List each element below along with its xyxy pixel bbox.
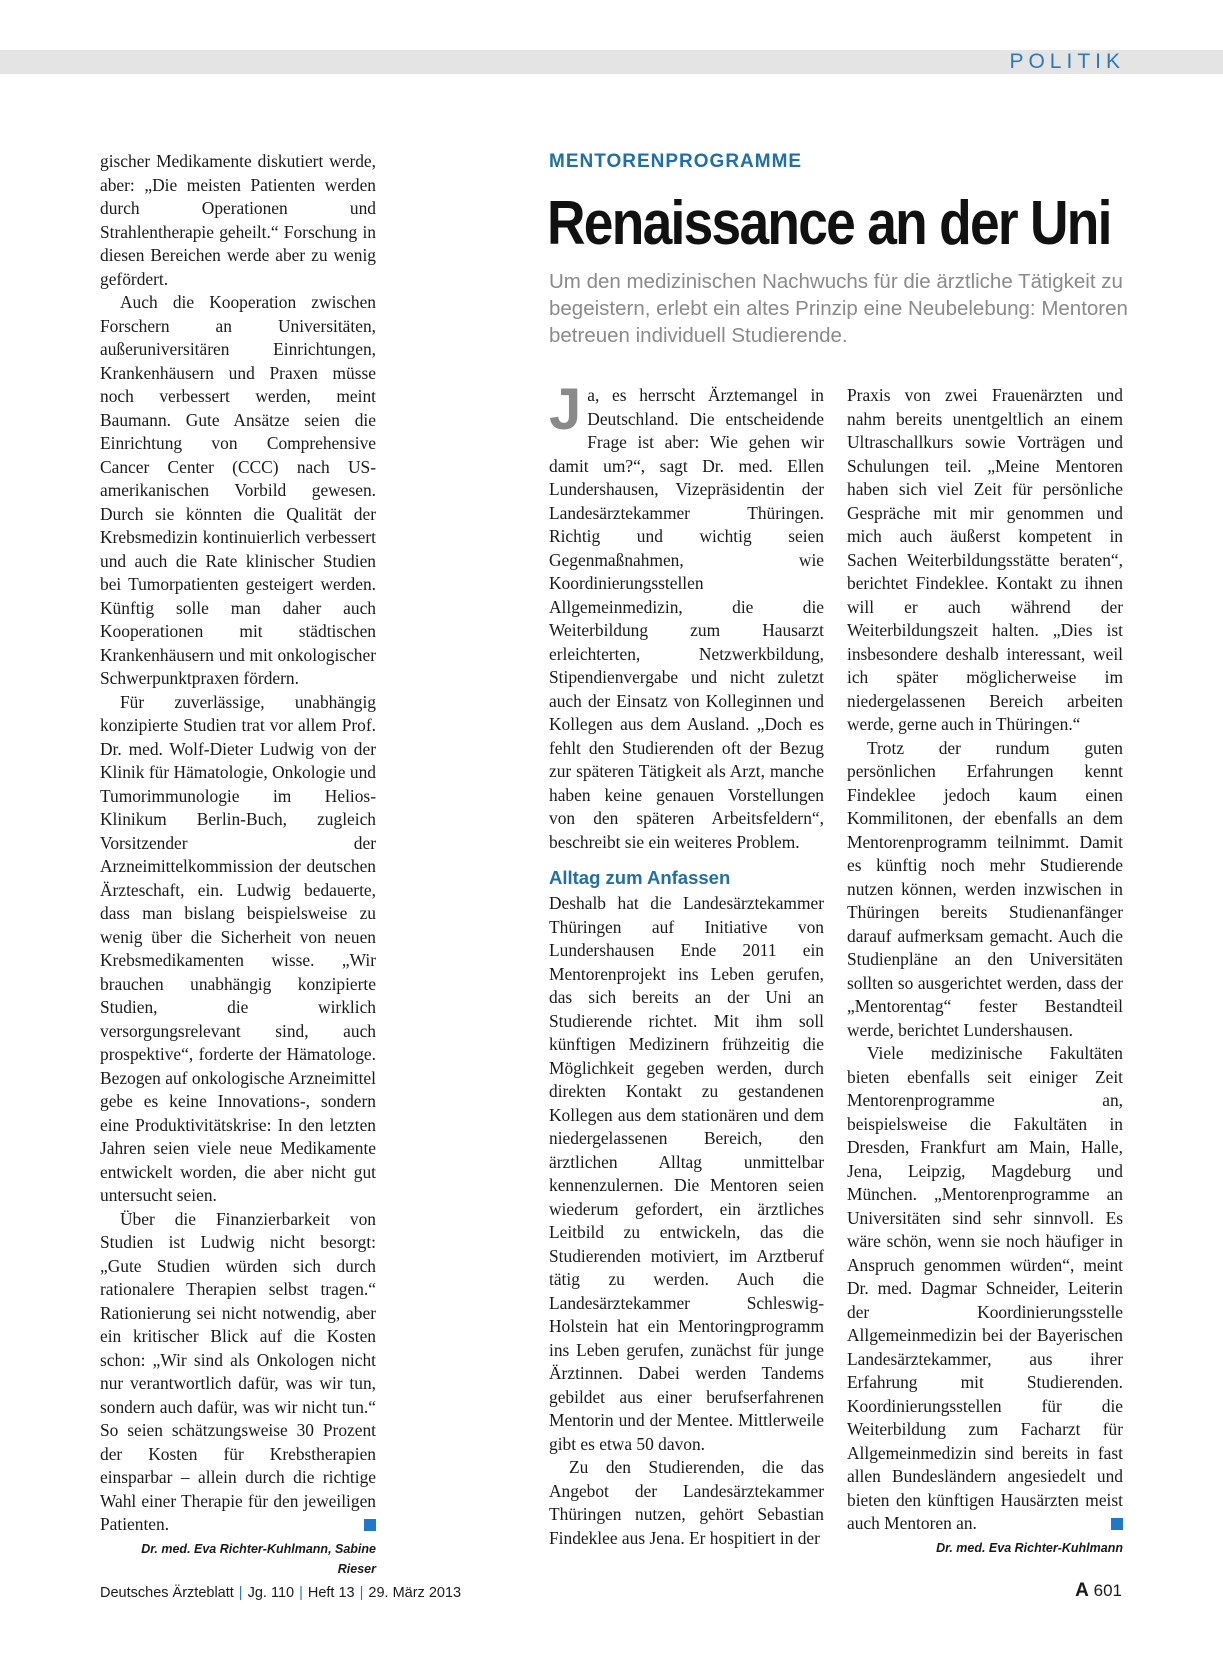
subheading: Alltag zum Anfassen xyxy=(549,867,731,888)
paragraph xyxy=(549,377,824,854)
author-credit: Dr. med. Eva Richter-Kuhlmann, Sabine Rieser xyxy=(141,1541,376,1576)
paragraph: Praxis von zwei Frauenärzten und nahm bereits unentgeltlich an einem Ultraschallkurs sowie Vorträgen und Schulungen teil. „Meine Mentoren haben sich viel Zeit für persönliche Gespräche mit mir genommen und mich auch äußerst kompetent in Sachen Weiterbildungsstätte beraten“, berichtet Findeklee. Kontakt zu ihnen will er auch während der Weiterbildungszeit halten. „Dies ist insbesondere deshalb interessant, weil ich später möglicherweise im niedergelassenen Bereich arbeiten werde, gerne auch in Thüringen.“ xyxy=(847,385,1123,734)
page-prefix: A xyxy=(1075,1580,1089,1601)
page-number-value: 601 xyxy=(1093,1581,1122,1600)
journal-volume: Jg. 110 xyxy=(247,1585,295,1601)
separator: | xyxy=(238,1585,243,1601)
paragraph: Deshalb hat die Landesärztekammer Thüringen auf Initiative von Lundershausen Ende 2011 ein Mentorenprojekt ins Leben gerufen, das sich bereits an der Uni an Studierende richtet. Mit ihm soll künftigen Medizinern frühzeitig die Möglichkeit gegeben werden, durch direkten Kontakt zu gestandenen Kollegen aus dem stationären und dem niedergelassenen Bereich, den ärztlichen Alltag unmittelbar kennenzulernen. Die Mentoren seien wiederum gefordert, ein ärztliches Leitbild zu entwickeln, das die Studierenden motiviert, im Arztberuf tätig zu werden. Auch die Landesärztekammer Schleswig-Holstein hat ein Mentoringprogramm ins Leben gerufen, zunächst für junge Ärztinnen. Dabei werden Tandems gebildet aus einer berufserfahrenen Mentorin und der Mentee. Mittlerweile gibt es etwa 50 davon. xyxy=(549,893,824,1454)
paragraph-text: Über die Finanzierbarkeit von Studien ist Ludwig nicht besorgt: „Gute Studien würden sich durch rationalere Therapien selbst tragen.“ Rationierung sei nicht notwendig, aber ein kritischer Blick auf die Kosten schon: „Wir sind als Onkologen nicht nur verantwortlich dafür, was wir tun, sondern auch dafür, was wir nicht tun.“ So seien schätzungsweise 30 Prozent der Kosten für Krebstherapien einsparbar – allein durch die richtige Wahl einer Therapie für den jeweiligen Patienten. xyxy=(100,1208,376,1534)
footer-citation xyxy=(100,1585,461,1601)
author-credit: Dr. med. Eva Richter-Kuhlmann xyxy=(936,1540,1123,1555)
column-middle xyxy=(549,377,824,1550)
paragraph: Für zuverlässige, unabhängig konzipierte Studien trat vor allem Prof. Dr. med. Wolf-Dieter Ludwig von der Klinik für Hämatologie, Onkologie und Tumorimmunologie im Helios-Klinikum Berlin-Buch, zugleich Vorsitzender der Arzneimittelkommission der deutschen Ärzteschaft, ein. Ludwig bedauerte, dass man bislang beispielsweise zu wenig über die Sicherheit von neuen Krebsmedikamenten wisse. „Wir brauchen unabhängig konzipierte Studien, die wirklich versorgungsrelevant sind, auch prospektive“, forderte der Hämatologe. Bezogen auf onkologische Arzneimittel gebe es keine Innovations-, sondern eine Produktivitätskrise: In den letzten Jahren seien viele neue Medikamente entwickelt worden, die aber nicht gut untersucht seien. xyxy=(100,691,376,1205)
drop-cap: J xyxy=(549,377,582,442)
article-headline: Renaissance an der Uni xyxy=(547,189,1111,258)
separator: | xyxy=(359,1585,364,1601)
column-right xyxy=(847,384,1123,1558)
paragraph-text: a, es herrscht Ärztemangel in Deutschland. Die entscheidende Frage ist aber: Wie gehen wir damit um?“, sagt Dr. med. Ellen Lundershausen, Vizepräsidentin der Landesärztekammer Thüringen. Richtig und wichtig seien Gegenmaßnahmen, wie Koordinierungsstellen Allgemeinmedizin, die die Weiterbildung zum Hausarzt erleichterten, Netzwerkbildung, Stipendienvergabe und nicht zuletzt auch der Einsatz von Kolleginnen und Kollegen aus dem Ausland. „Doch es fehlt den Studierenden oft der Bezug zur späteren Tätigkeit als Arzt, manche haben keine genauen Vorstellungen von den späteren Arbeitsfeldern“, beschreibt sie ein weiteres Problem. xyxy=(549,385,824,852)
end-mark-icon xyxy=(364,1519,376,1531)
paragraph: Auch die Kooperation zwischen Forschern an Universitäten, außeruniversitären Einrichtungen, Krankenhäusern und Praxen müsse noch verbessert werden, meint Baumann. Gute Ansätze seien die Einrichtung von Comprehensive Cancer Center (CCC) nach US-amerikanischen Vorbild gewesen. Durch sie könnten die Qualität der Krebsmedizin kontinuierlich verbessert und auch die Rate klinischer Studien bei Tumorpatienten gesteigert werden. Künftig solle man daher auch Kooperationen mit städtischen Krankenhäusern und mit onkologischer Schwerpunktpraxen fördern. xyxy=(100,292,376,688)
section-label: POLITIK xyxy=(1009,50,1125,73)
paragraph-last xyxy=(100,1208,376,1537)
journal-name: Deutsches Ärzteblatt xyxy=(100,1585,234,1601)
paragraph-text: Viele medizinische Fakultäten bieten ebenfalls seit einiger Zeit Mentorenprogramme an, beispielsweise die Fakultäten in Dresden, Frankfurt am Main, Halle, Jena, Leipzig, Magdeburg und München. „Mentorenprogramme an Universitäten sind sehr sinnvoll. Es wäre schön, wenn sie noch häufiger in Anspruch genommen würden“, meint Dr. med. Dagmar Schneider, Leiterin der Koordinierungsstelle Allgemeinmedizin bei der Bayerischen Landesärztekammer, aus ihrer Erfahrung mit Studierenden. Koordinierungsstellen für die Weiterbildung zum Facharzt für Allgemeinmedizin sind bereits in fast allen Bundesländern angesiedelt und bieten den künftigen Hausärzten meist auch Mentoren an. xyxy=(847,1043,1123,1533)
article-lead: Um den medizinischen Nachwuchs für die ärztliche Tätigkeit zu begeistern, erlebt ein altes Prinzip eine Neubelebung: Mentoren betreuen individuell Studierende. xyxy=(549,270,1128,347)
column-left xyxy=(100,150,376,1579)
paragraph: Zu den Studierenden, die das Angebot der Landesärztekammer Thüringen nutzen, gehört Sebastian Findeklee aus Jena. Er hospitiert in der xyxy=(549,1457,824,1548)
journal-issue: Heft 13 xyxy=(307,1585,355,1601)
page-number xyxy=(1075,1580,1122,1602)
end-mark-icon xyxy=(1111,1518,1123,1530)
paragraph: Trotz der rundum guten persönlichen Erfahrungen kennt Findeklee jedoch kaum einen Kommilitonen, der ebenfalls an dem Mentorenprogramm teilnimmt. Damit es künftig noch mehr Studierende nutzen können, werden inzwischen in Thüringen bereits Studienanfänger darauf aufmerksam gemacht. Auch die Studienpläne an den Universitäten sollten so ausgerichtet werden, dass der „Mentorentag“ fester Bestandteil werde, berichtet Lundershausen. xyxy=(847,737,1123,1040)
paragraph-last xyxy=(847,1042,1123,1536)
separator: | xyxy=(299,1585,303,1601)
paragraph: gischer Medikamente diskutiert werde, aber: „Die meisten Patienten werden durch Operationen und Strahlentherapie geheilt.“ Forschung in diesen Bereichen werde aber zu wenig gefördert. xyxy=(100,151,376,289)
article-kicker: MENTORENPROGRAMME xyxy=(549,151,803,172)
journal-date: 29. März 2013 xyxy=(368,1585,462,1601)
